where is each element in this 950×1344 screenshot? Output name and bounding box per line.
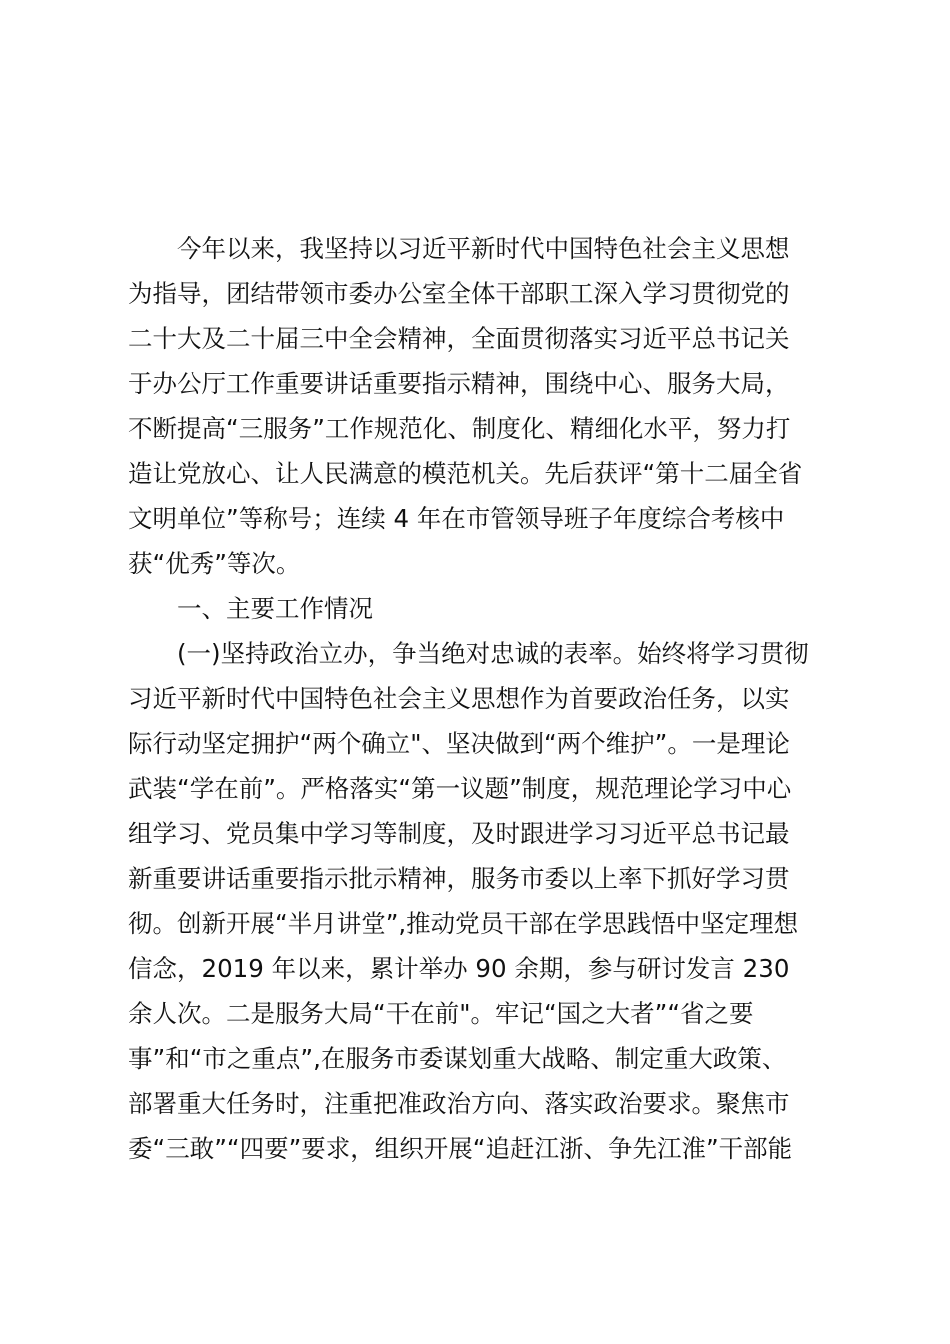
text-line: 造让党放心、让人民满意的模范机关。先后获评“第十二届全省: [128, 459, 803, 488]
text-line: 事”和“市之重点”,在服务市委谋划重大战略、制定重大政策、: [128, 1044, 787, 1073]
text-line: 今年以来，我坚持以习近平新时代中国特色社会主义思想: [128, 234, 790, 263]
text-line: 际行动坚定拥护“两个确立"、坚决做到“两个维护”。一是理论: [128, 729, 790, 758]
text-line: 获“优秀”等次。: [128, 549, 301, 578]
text-line: 不断提高“三服务”工作规范化、制度化、精细化水平，努力打: [128, 414, 791, 443]
text-line: 武装“学在前”。严格落实“第一议题”制度，规范理论学习中心: [128, 774, 792, 803]
text-line: 于办公厅工作重要讲话重要指示精神，围绕中心、服务大局，: [128, 369, 790, 398]
text-line: 为指导，团结带领市委办公室全体干部职工深入学习贯彻党的: [128, 279, 790, 308]
text-line: 新重要讲话重要指示批示精神，服务市委以上率下抓好学习贯: [128, 864, 790, 893]
text-line: 余人次。二是服务大局“干在前"。牢记“国之大者”“省之要: [128, 999, 754, 1028]
text-line: 部署重大任务时，注重把准政治方向、落实政治要求。聚焦市: [128, 1089, 790, 1118]
text-line: 二十大及二十届三中全会精神，全面贯彻落实习近平总书记关: [128, 324, 790, 353]
text-line: 彻。创新开展“半月讲堂”,推动党员干部在学思践悟中坚定理想: [128, 909, 799, 938]
section-heading: 一、主要工作情况: [128, 594, 373, 623]
text-line: 委“三敢”“四要”要求，组织开展“追赶江浙、争先江淮”干部能: [128, 1134, 793, 1163]
text-line: 文明单位”等称号；连续 4 年在市管领导班子年度综合考核中: [128, 504, 785, 533]
text-line: 习近平新时代中国特色社会主义思想作为首要政治任务，以实: [128, 684, 790, 713]
text-line: 信念，2019 年以来，累计举办 90 余期，参与研讨发言 230: [128, 954, 790, 983]
document-body: [128, 226, 828, 1171]
text-line: (一)坚持政治立办，争当绝对忠诚的表率。始终将学习贯彻: [128, 639, 809, 668]
text-line: 组学习、党员集中学习等制度，及时跟进学习习近平总书记最: [128, 819, 790, 848]
